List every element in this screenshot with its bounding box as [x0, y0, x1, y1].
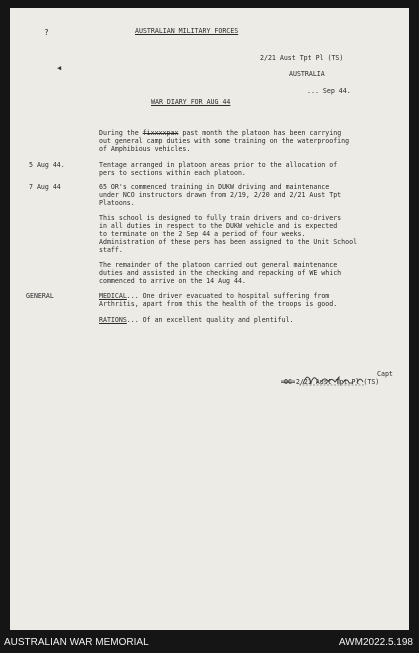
para-line: Administration of these pers has been assigned to the Unit School [99, 238, 358, 246]
para-line: commenced to arrive on the 14 Aug 44. [99, 277, 246, 285]
ink-mark: ◀ [57, 64, 62, 72]
para-line: This school is designed to fully train drivers and co-drivers [99, 214, 342, 222]
para-line: duties and assisted in the checking and repacking of WE which [99, 269, 342, 277]
intro-line: During the fixxxxpax past month the platoon has been carrying [99, 129, 342, 137]
general-label: GENERAL [26, 292, 54, 300]
medical-line: MEDICAL... One driver evacuated to hospital suffering from [99, 292, 330, 300]
diary-title: WAR DIARY FOR AUG 44 [151, 98, 231, 106]
signatory-rank: Capt [377, 370, 393, 378]
doc-heading: AUSTRALIAN MILITARY FORCES [135, 27, 239, 35]
entry-line: under NCO instructors drawn from 2/19, 2/20 and 2/21 Aust Tpt [99, 191, 342, 199]
pencil-mark: ? [44, 28, 49, 37]
signature-line: OC 2/21 Aust Tpt Pl (TS) [284, 378, 380, 386]
doc-date: ... Sep 44. [307, 87, 351, 95]
para-line: in all duties in respect to the DUKW vehicle and is expected [99, 222, 338, 230]
entry-line: Platoons. [99, 199, 135, 207]
location: AUSTRALIA [289, 70, 325, 78]
document-page [10, 8, 409, 630]
entry-line: pers to sections within each platoon. [99, 169, 246, 177]
para-line: The remainder of the platoon carried out general maintenance [99, 261, 338, 269]
para-line: staff. [99, 246, 123, 254]
entry-date: 7 Aug 44 [29, 183, 61, 191]
footer-source: AUSTRALIAN WAR MEMORIAL [4, 637, 149, 648]
intro-line: out general camp duties with some training on the waterproofing [99, 137, 350, 145]
footer-accession: AWM2022.5.198 [338, 637, 413, 648]
para-line: to terminate on the 2 Sep 44 a period of four weeks. [99, 230, 306, 238]
entry-line: Tentage arranged in platoon areas prior to the allocation of [99, 161, 338, 169]
entry-date: 5 Aug 44. [29, 161, 65, 169]
rations-line: RATIONS... Of an excellent quality and plentiful. [99, 316, 294, 324]
entry-line: 65 OR's commenced training in DUKW driving and maintenance [99, 183, 330, 191]
intro-line: of Amphibious vehicles. [99, 145, 191, 153]
unit-designation: 2/21 Aust Tpt Pl (TS) [260, 54, 344, 62]
medical-line: Arthritis, apart from this the health of the troops is good. [99, 300, 338, 308]
